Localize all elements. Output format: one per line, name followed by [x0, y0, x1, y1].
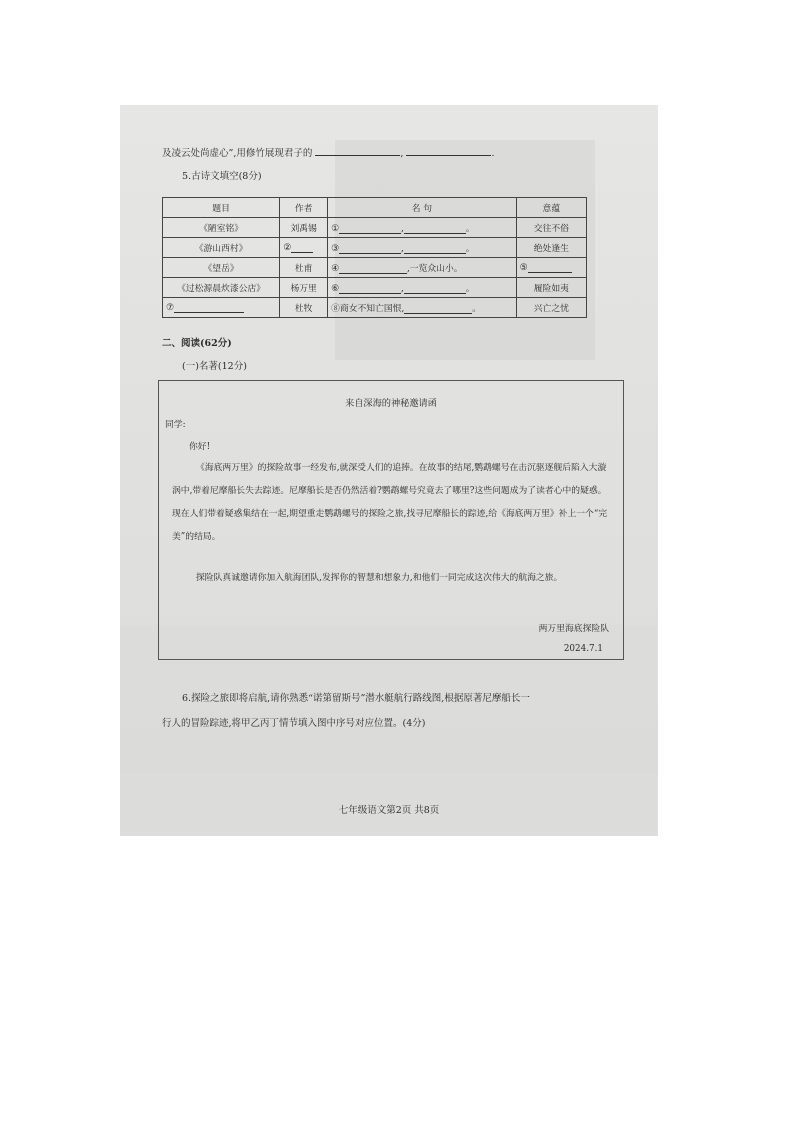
table-row — [163, 278, 587, 298]
subsection-heading: (一)名著(12分) — [182, 361, 247, 372]
answer-blank[interactable] — [339, 224, 401, 234]
q4-blank-1[interactable] — [315, 154, 400, 156]
q6-line-2: 行人的冒险踪迹,将甲乙丙丁情节填入图中序号对应位置。(4分) — [162, 718, 426, 729]
row-title: 《望岳》 — [163, 258, 280, 278]
header-author: 作者 — [280, 198, 328, 218]
row-verse: ① , 。 — [328, 218, 517, 238]
table-row — [163, 238, 587, 258]
row-verse: ④ ,一览众山小。 — [328, 258, 517, 278]
answer-blank[interactable] — [404, 244, 466, 254]
row-meaning: 履险如夷 — [516, 278, 586, 298]
answer-blank[interactable] — [404, 304, 472, 314]
table-header-row — [163, 198, 587, 218]
row-author: 刘禹锡 — [280, 218, 328, 238]
row-author: ② — [280, 238, 328, 258]
letter-paragraph-1: 《海底两万里》的探险故事一经发布,就深受人们的追捧。在故事的结尾,鹦鹉螺号在击沉驱逐舰后陷入大漩涡中,带着尼摩船长失去踪迹。尼摩船长是否仍然活着?鹦鹉螺号究竟去了哪里?这些问题成为了读者心中的疑惑。现在人们带着疑惑集结在一起,期望重走鹦鹉螺号的探险之旅,找寻尼摩船长的踪迹,给《海底两万里》补上一个“完美”的结局。 — [172, 463, 608, 542]
row-title: ⑦ — [163, 298, 280, 318]
q6-line-1: 6.探险之旅即将启航,请你熟悉“诺第留斯号”潜水艇航行路线图,根据原著尼摩船长一 — [182, 693, 530, 704]
answer-blank[interactable] — [339, 284, 401, 294]
q4-blank-2[interactable] — [406, 154, 491, 156]
header-verse: 名 句 — [328, 198, 517, 218]
answer-blank[interactable] — [291, 243, 313, 253]
row-title: 《游山西村》 — [163, 238, 280, 258]
q5-title: 5.古诗文填空(8分) — [182, 171, 262, 182]
row-meaning: 绝处逢生 — [516, 238, 586, 258]
header-title: 题目 — [163, 198, 280, 218]
answer-blank[interactable] — [404, 284, 466, 294]
letter-signature: 两万里海底探险队 — [538, 624, 609, 634]
answer-blank[interactable] — [404, 224, 466, 234]
q4-tail: 及凌云处尚虚心”,用修竹展现君子的 , . — [162, 148, 495, 159]
letter-paragraph-2: 探险队真诚邀请你加入航海团队,发挥你的智慧和想象力,和他们一同完成这次伟大的航海之旅。 — [196, 573, 563, 583]
row-meaning: 兴亡之忧 — [516, 298, 586, 318]
row-author: 杜甫 — [280, 258, 328, 278]
row-verse: ⑥ , 。 — [328, 278, 517, 298]
header-meaning: 意蕴 — [516, 198, 586, 218]
row-title: 《过松源晨炊漆公店》 — [163, 278, 280, 298]
invitation-letter-box — [158, 380, 624, 660]
answer-blank[interactable] — [339, 244, 401, 254]
row-title: 《陋室铭》 — [163, 218, 280, 238]
row-author: 杜牧 — [280, 298, 328, 318]
answer-blank[interactable] — [339, 264, 407, 274]
q4-separator: , — [400, 148, 404, 159]
letter-date: 2024.7.1 — [563, 644, 603, 654]
section-heading: 二、阅读(62分) — [162, 338, 232, 349]
letter-title: 来自深海的神秘邀请函 — [345, 398, 437, 409]
table-row — [163, 218, 587, 238]
row-author: 杨万里 — [280, 278, 328, 298]
letter-greeting: 你好! — [189, 442, 211, 452]
table-row — [163, 258, 587, 278]
scanned-page-photo — [120, 105, 658, 836]
poetry-fill-table — [162, 197, 587, 318]
table-row — [163, 298, 587, 318]
row-verse: ③ , 。 — [328, 238, 517, 258]
letter-salutation: 同学: — [165, 420, 186, 430]
answer-blank[interactable] — [528, 263, 572, 273]
row-meaning: 交往不俗 — [516, 218, 586, 238]
row-verse: ⑧商女不知亡国恨, 。 — [328, 298, 517, 318]
page-footer: 七年级语文第2页 共8页 — [338, 805, 440, 816]
answer-blank[interactable] — [174, 303, 244, 313]
q4-tail-text: 及凌云处尚虚心”,用修竹展现君子的 — [162, 148, 313, 159]
row-meaning: ⑤ — [516, 258, 586, 278]
